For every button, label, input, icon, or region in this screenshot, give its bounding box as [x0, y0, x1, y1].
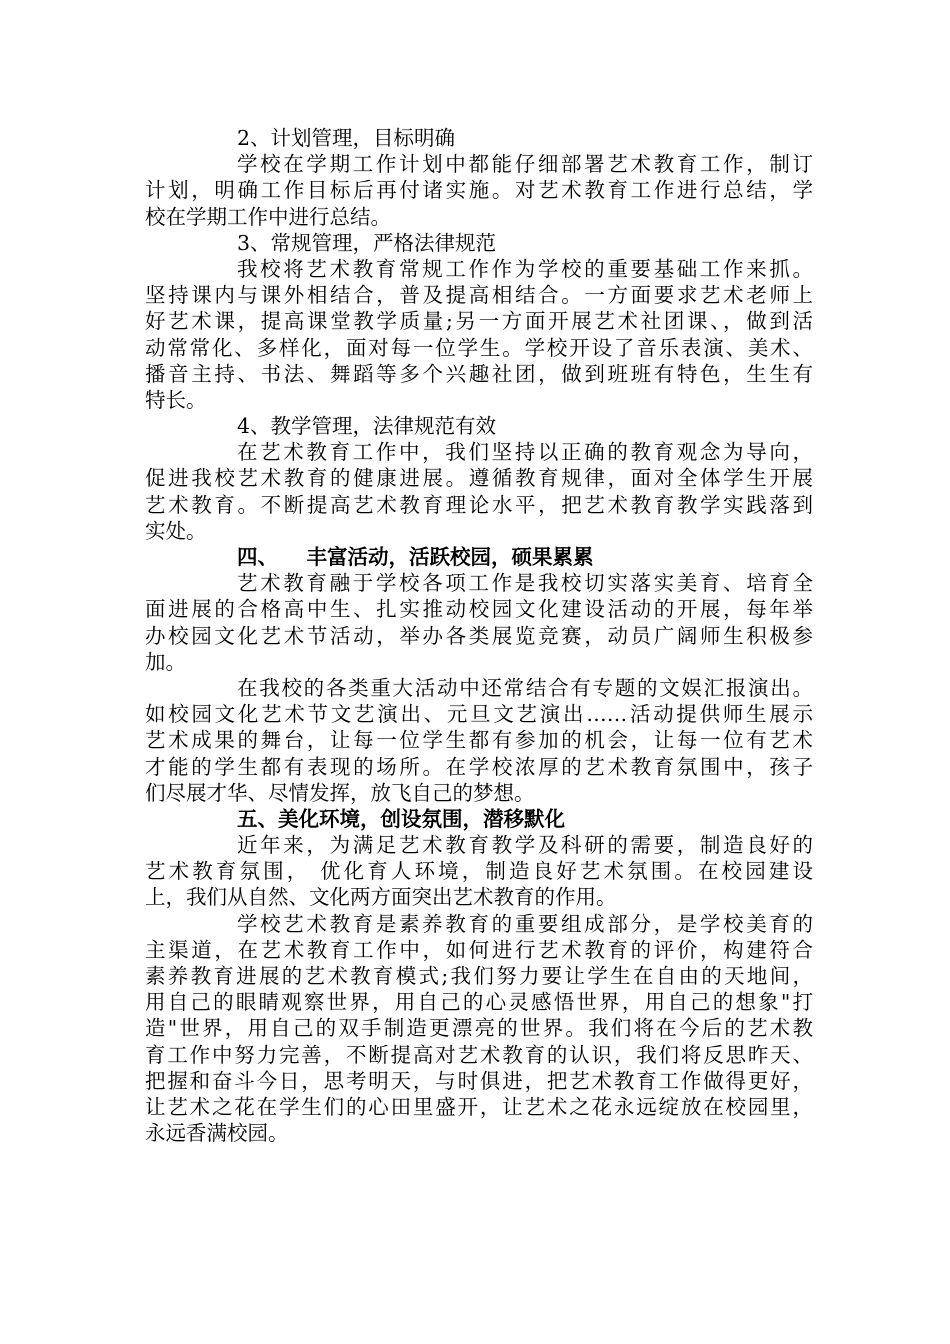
text-line: 如校园文化艺术节文艺演出、元旦文艺演出……活动提供师生展示	[145, 702, 813, 727]
text-line: 加。	[145, 649, 186, 674]
text-line: 我校将艺术教育常规工作作为学校的重要基础工作来抓。	[237, 256, 813, 281]
text-line: 让艺术之花在学生们的心田里盛开，让艺术之花永远绽放在校园里，	[145, 1094, 813, 1119]
text-line: 艺术教育氛围， 优化育人环境，制造良好艺术氛围。在校园建设	[145, 859, 813, 884]
text-line: 永远香满校园。	[145, 1121, 289, 1146]
text-line: 们尽展才华、尽情发挥，放飞自己的梦想。	[145, 780, 535, 805]
text-line: 把握和奋斗今日，思考明天，与时俱进，把艺术教育工作做得更好，	[145, 1068, 813, 1093]
document-page	[145, 125, 813, 1146]
text-line: 好艺术课，提高课堂教学质量;另一方面开展艺术社团课、，做到活	[145, 309, 813, 334]
text-line: 造"世界，用自己的双手制造更漂亮的世界。我们将在今后的艺术教	[145, 1016, 813, 1041]
text-line: 育工作中努力完善，不断提高对艺术教育的认识，我们将反思昨天、	[145, 1042, 813, 1067]
text-line: 播音主持、书法、舞蹈等多个兴趣社团，做到班班有特色，生生有	[145, 361, 813, 386]
text-line: 上，我们从自然、文化两方面突出艺术教育的作用。	[145, 885, 617, 910]
text-line: 艺术成果的舞台，让每一位学生都有参加的机会，让每一位有艺术	[145, 728, 813, 753]
text-line: 近年来，为满足艺术教育教学及科研的需要，制造良好的	[237, 833, 813, 858]
text-line: 实处。	[145, 518, 207, 543]
text-line: 素养教育进展的艺术教育模式;我们努力要让学生在自由的天地间，	[145, 964, 813, 988]
text-line: 面进展的合格高中生、扎实推动校园文化建设活动的开展，每年举	[145, 597, 813, 622]
text-line: 校在学期工作中进行总结。	[145, 204, 391, 229]
text-line: 2、计划管理，目标明确	[237, 126, 456, 150]
text-line: 才能的学生都有表现的场所。在学校浓厚的艺术教育氛围中，孩子	[145, 754, 813, 779]
text-line: 在我校的各类重大活动中还常结合有专题的文娱汇报演出。	[237, 675, 813, 700]
text-line: 用自己的眼睛观察世界，用自己的心灵感悟世界，用自己的想象"打	[145, 990, 813, 1015]
text-line: 艺术教育融于学校各项工作是我校切实落实美育、培育全	[237, 571, 813, 596]
section-heading: 四、 丰富活动，活跃校园，硕果累累	[237, 545, 594, 569]
text-line: 学校在学期工作计划中都能仔细部署艺术教育工作，制订	[237, 152, 813, 177]
text-line: 艺术教育。不断提高艺术教育理论水平，把艺术教育教学实践落到	[145, 492, 813, 517]
text-line: 坚持课内与课外相结合，普及提高相结合。一方面要求艺术老师上	[145, 283, 813, 308]
text-line: 计划，明确工作目标后再付诸实施。对艺术教育工作进行总结，学	[145, 178, 813, 203]
text-line: 在艺术教育工作中，我们坚持以正确的教育观念为导向，	[237, 440, 813, 465]
text-line: 学校艺术教育是素养教育的重要组成部分，是学校美育的	[237, 911, 813, 936]
text-line: 促进我校艺术教育的健康进展。遵循教育规律，面对全体学生开展	[145, 466, 813, 491]
section-heading: 五、美化环境，创设氛围，潜移默化	[237, 806, 565, 831]
text-line: 动常常化、多样化，面对每一位学生。学校开设了音乐表演、美术、	[145, 335, 813, 360]
text-line: 4、教学管理，法律规范有效	[237, 414, 497, 439]
text-line: 特长。	[145, 387, 207, 412]
text-line: 办校园文化艺术节活动，举办各类展览竞赛，动员广阔师生积极参	[145, 623, 813, 648]
text-line: 主渠道，在艺术教育工作中，如何进行艺术教育的评价，构建符合	[145, 937, 813, 962]
text-line: 3、常规管理，严格法律规范	[237, 230, 497, 255]
